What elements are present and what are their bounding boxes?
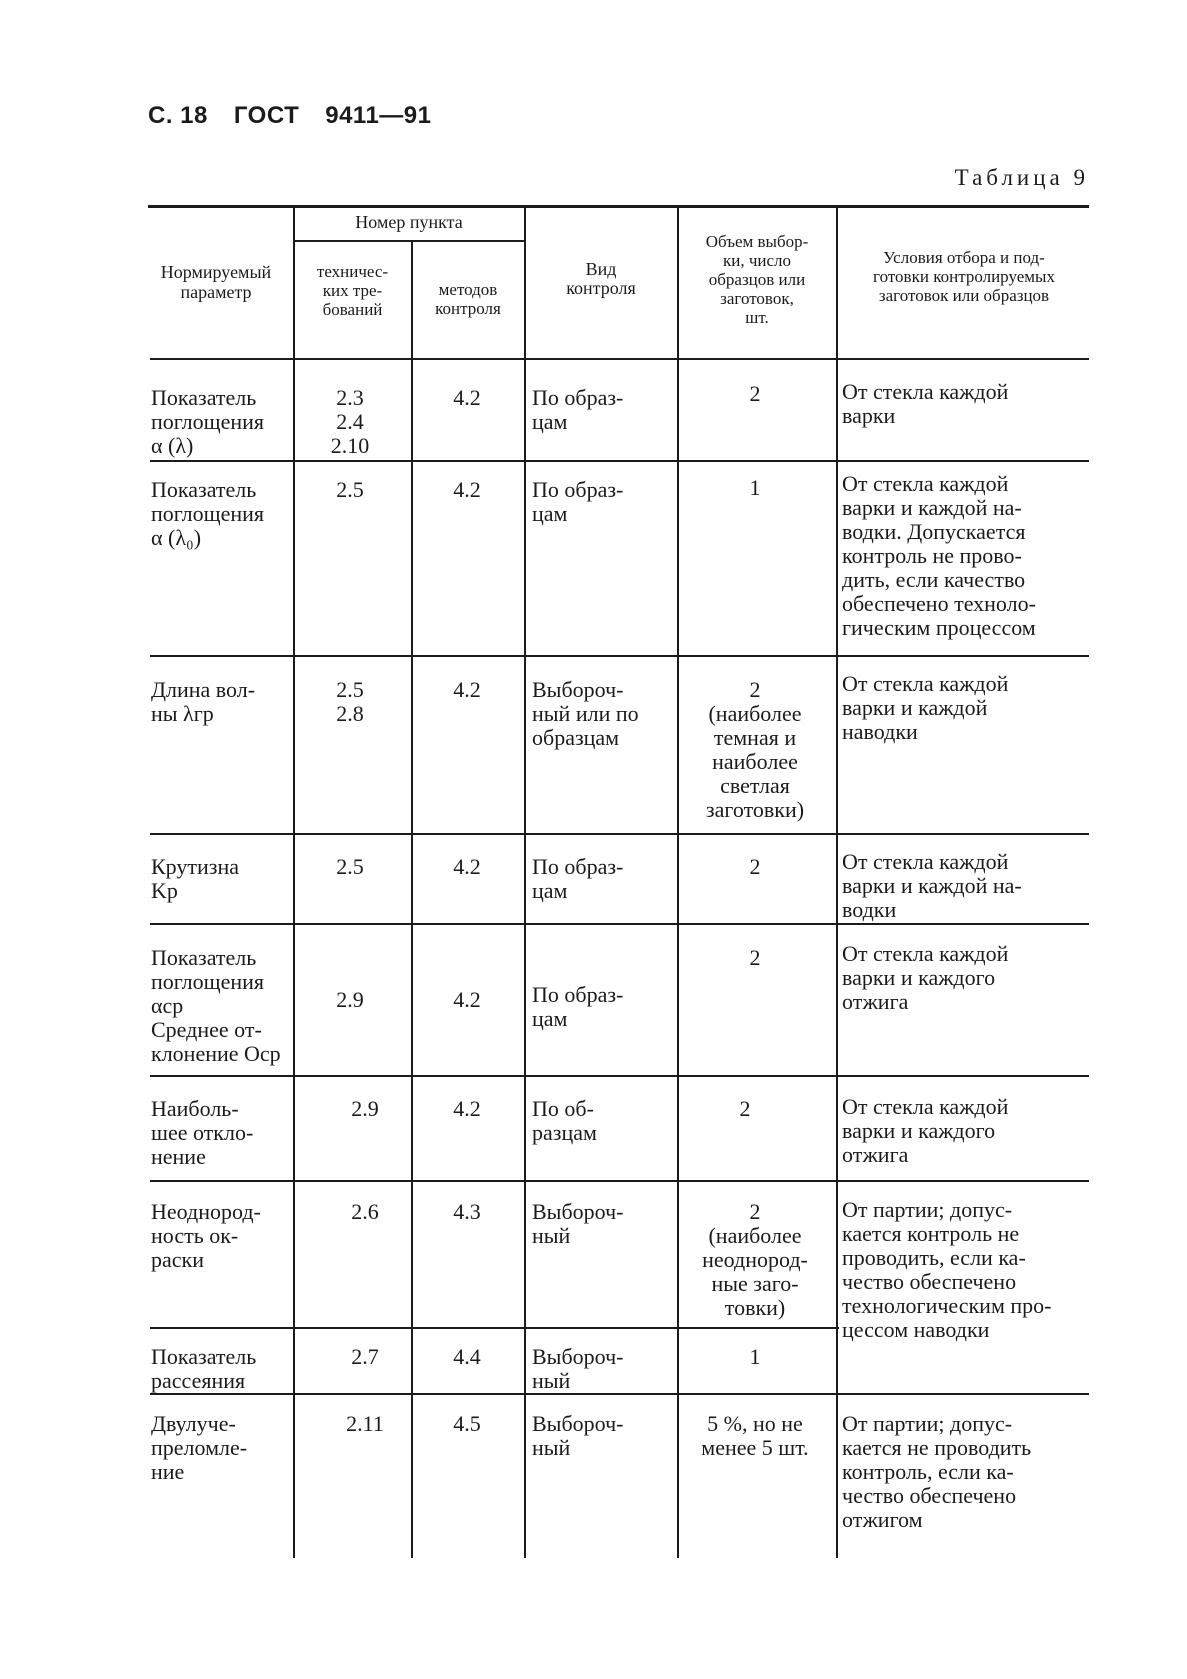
row5-conditions: От стекла каждой варки и каждого отжига: [842, 941, 1009, 1014]
row5-method: 4.2: [453, 987, 481, 1012]
row5-tech: 2.9: [336, 987, 364, 1012]
row7-param: Неоднород- ность ок- раски: [151, 1199, 261, 1272]
header-tech: техничес- ких тре- бований: [316, 262, 389, 319]
row5-param: Показатель поглощения αср Среднее от- клонение Oср: [151, 945, 281, 1066]
row-divider: [150, 833, 1089, 835]
col-divider: [677, 208, 679, 1558]
row3-tech: 2.5 2.8: [336, 677, 364, 726]
row2-tech: 2.5: [336, 477, 364, 502]
row3-conditions: От стекла каждой варки и каждой наводки: [842, 671, 1009, 744]
row6-control: По об- разцам: [532, 1096, 597, 1145]
row-divider: [150, 1180, 1089, 1182]
row1-param: Показатель поглощения α (λ): [151, 385, 265, 458]
row1-method: 4.2: [453, 385, 481, 410]
row2-volume: 1: [749, 475, 761, 500]
col-divider: [411, 240, 413, 1558]
header-conditions: Условия отбора и под- готовки контролируемых заготовок или образцов: [873, 248, 1055, 305]
row2-control: По образ- цам: [532, 477, 624, 526]
row1-volume: 2: [749, 381, 761, 406]
page-number: С. 18: [148, 102, 208, 129]
row1-conditions: От стекла каждой варки: [842, 379, 1009, 428]
row3-control: Выбороч- ный или по образцам: [532, 677, 639, 750]
row7-conditions: От партии; допус- кается контроль не проводить, если ка- чество обеспечено технологическим про- цессом наводки: [842, 1197, 1052, 1342]
standard-label: ГОСТ: [233, 102, 300, 129]
col-divider: [836, 208, 838, 1558]
row4-control: По образ- цам: [532, 854, 624, 903]
row-divider: [150, 923, 1089, 925]
row1-tech: 2.3 2.4 2.10: [330, 385, 370, 458]
row6-method: 4.2: [453, 1096, 481, 1121]
row9-param: Двулуче- преломле- ние: [151, 1411, 248, 1484]
row-divider: [150, 460, 1089, 462]
row3-volume: 2 (наиболее темная и наиболее светлая заготовки): [705, 677, 805, 822]
col-divider: [524, 208, 526, 1558]
row4-param: Крутизна Kр: [151, 854, 239, 903]
header-control: Вид контроля: [566, 259, 636, 298]
row2-param: Показатель поглощения α (λ₀): [151, 477, 265, 550]
row8-param: Показатель рассеяния: [151, 1344, 257, 1393]
row4-tech: 2.5: [336, 854, 364, 879]
col-divider: [293, 208, 295, 1558]
standard-number: 9411—91: [325, 102, 432, 129]
row7-method: 4.3: [453, 1199, 481, 1224]
row6-param: Наиболь- шее откло- нение: [151, 1096, 254, 1169]
page-header: [148, 102, 458, 130]
row4-conditions: От стекла каждой варки и каждой на- водки: [842, 849, 1022, 922]
row3-param: Длина вол- ны λгр: [151, 677, 256, 726]
table-top-rule: [148, 205, 1089, 208]
row5-control: По образ- цам: [532, 982, 624, 1031]
row9-conditions: От партии; допус- кается не проводить контроль, если ка- чество обеспечено отжигом: [842, 1411, 1032, 1532]
row9-method: 4.5: [453, 1411, 481, 1436]
row7-volume: 2 (наиболее неоднород- ные заго- товки): [702, 1199, 808, 1320]
header-item-group: Номер пункта: [355, 212, 463, 232]
row8-volume: 1: [749, 1344, 761, 1369]
header-param: Нормируемый параметр: [160, 262, 272, 302]
header-methods: методов контроля: [435, 280, 501, 318]
row-divider: [150, 655, 1089, 657]
row-divider: [150, 1327, 839, 1329]
row8-tech: 2.7: [351, 1344, 379, 1369]
row4-volume: 2: [749, 854, 761, 879]
row6-conditions: От стекла каждой варки и каждого отжига: [842, 1094, 1009, 1167]
row1-control: По образ- цам: [532, 385, 624, 434]
row6-volume: 2: [739, 1096, 751, 1121]
row2-method: 4.2: [453, 477, 481, 502]
row2-conditions: От стекла каждой варки и каждой на- водки. Допускается контроль не прово- дить, если качество обеспечено техноло- гическим процессом: [842, 471, 1036, 640]
row7-tech: 2.6: [351, 1199, 379, 1224]
table-label: Таблица 9: [954, 165, 1089, 190]
row8-method: 4.4: [453, 1344, 481, 1369]
header-subdivider: [295, 240, 524, 242]
row9-volume: 5 %, но не менее 5 шт.: [701, 1411, 809, 1460]
row-divider: [150, 1393, 1089, 1395]
row4-method: 4.2: [453, 854, 481, 879]
row3-method: 4.2: [453, 677, 481, 702]
row6-tech: 2.9: [351, 1096, 379, 1121]
row9-tech: 2.11: [346, 1411, 384, 1436]
header-volume: Объем выбор- ки, число образцов или заготовок, шт.: [705, 232, 809, 327]
row9-control: Выбороч- ный: [532, 1411, 624, 1460]
row-divider: [150, 1075, 1089, 1077]
header-bottom-rule: [150, 358, 1089, 360]
row7-control: Выбороч- ный: [532, 1199, 624, 1248]
row8-control: Выбороч- ный: [532, 1344, 624, 1393]
row5-volume: 2: [749, 945, 761, 970]
